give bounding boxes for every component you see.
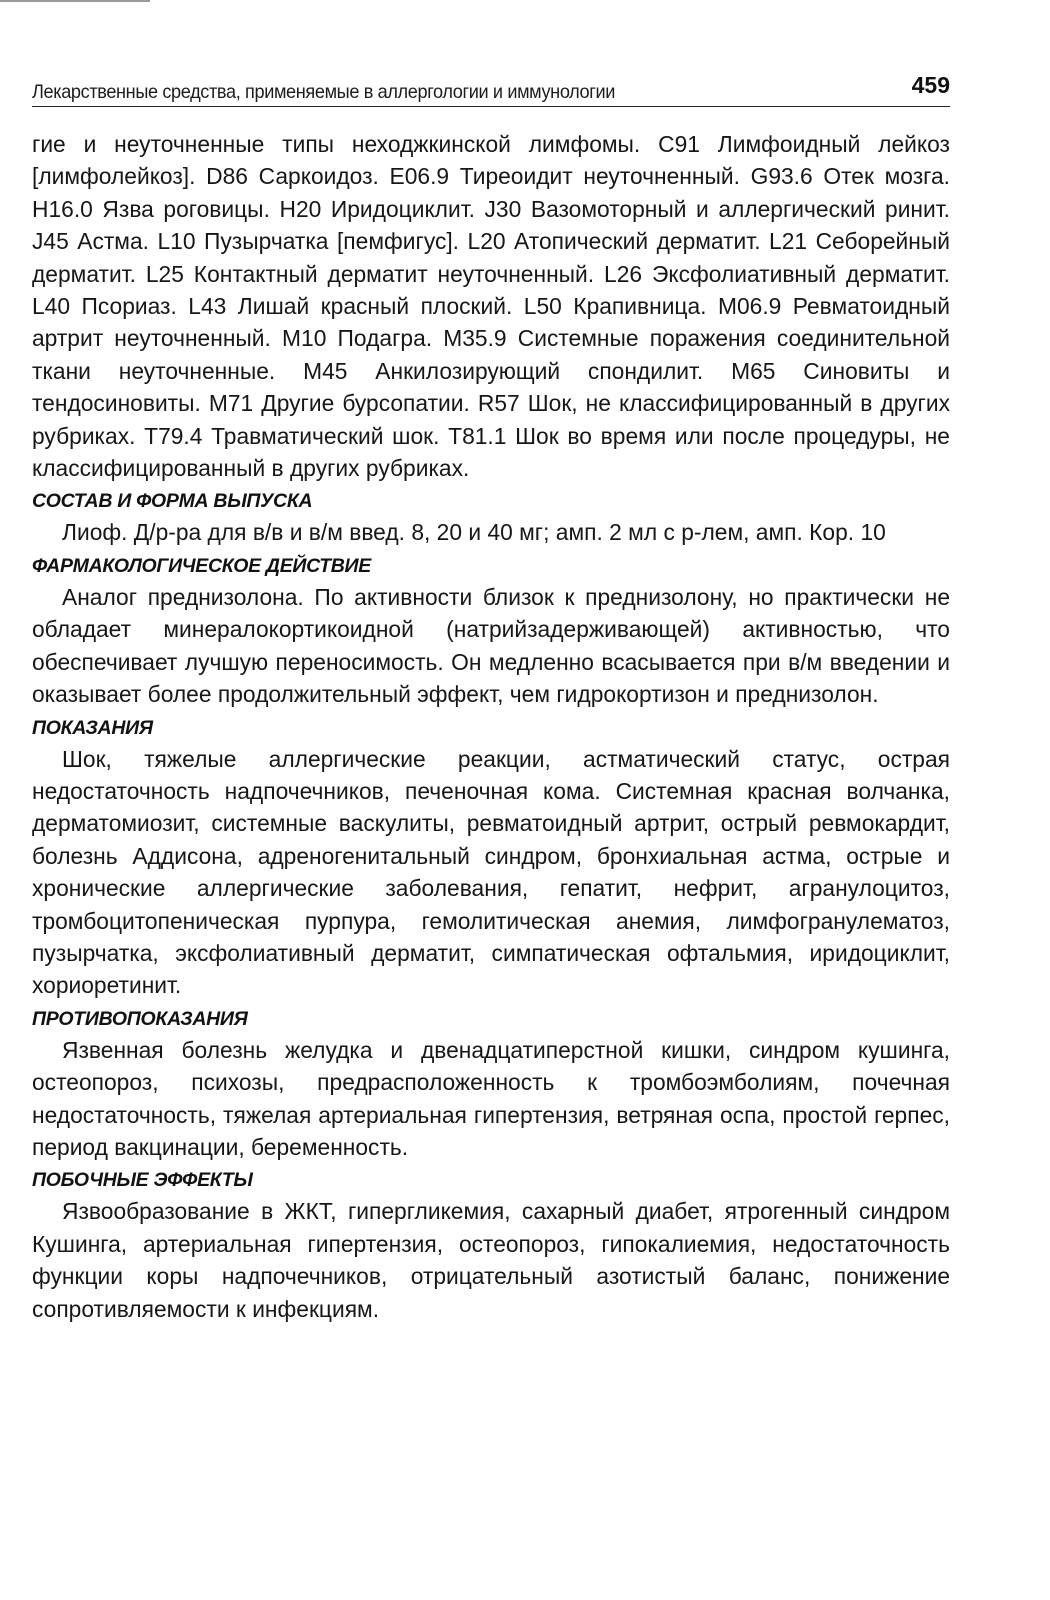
section-heading: ФАРМАКОЛОГИЧЕСКОЕ ДЕЙСТВИЕ <box>32 554 371 577</box>
section-pharmacology <box>32 551 950 711</box>
section-contraindications <box>32 1004 950 1164</box>
intro-paragraph: гие и неуточненные типы неходжкинской лимфомы. C91 Лимфоидный лейкоз [лимфолейкоз]. D86 Саркоидоз. E06.9 Тиреоидит неуточненный. G93.6 Отек мозга. H16.0 Язва роговицы. H20 Иридоциклит. J30 Вазомоторный и аллергический ринит. J45 Астма. L10 Пузырчатка [пемфигус]. L20 Атопический дерматит. L21 Себорейный дерматит. L25 Контактный дерматит неуточненный. L26 Эксфолиативный дерматит. L40 Псориаз. L43 Лишай красный плоский. L50 Крапивница. M06.9 Ревматоидный артрит неуточненный. M10 Подагра. M35.9 Системные поражения соединительной ткани неуточненные. M45 Анкилозирующий спондилит. M65 Синовиты и тендосиновиты. M71 Другие бурсопатии. R57 Шок, не классифицированный в других рубриках. T79.4 Травматический шок. T81.1 Шок во время или после процедуры, не классифицированный в других рубриках. <box>32 131 950 482</box>
scan-edge-mark <box>0 0 150 2</box>
section-text: Язвенная болезнь желудка и двенадцатиперстной кишки, синдром кушинга, остеопороз, психозы, предрасположенность к тромбоэмболиям, почечная недостаточность, тяжелая артериальная гипертензия, ветряная оспа, простой герпес, период вакцинации, беременность. <box>32 1036 950 1160</box>
section-text: Лиоф. Д/р-ра для в/в и в/м введ. 8, 20 и 40 мг; амп. 2 мл с р-лем, амп. Кор. 10 <box>62 519 886 546</box>
page-body <box>32 128 950 1325</box>
section-text: Аналог преднизолона. По активности близок к преднизолону, но практически не обладает минералокортикоидной (натрийзадерживающей) активностью, что обеспечивает лучшую переносимость. Он медленно всасывается при в/м введении и оказывает более продолжительный эффект, чем гидрокортизон и преднизолон. <box>32 583 950 708</box>
section-indications <box>32 713 950 1002</box>
section-heading: ПОКАЗАНИЯ <box>32 716 153 739</box>
section-side-effects <box>32 1165 950 1325</box>
section-heading: ПРОТИВОПОКАЗАНИЯ <box>32 1007 248 1030</box>
running-title: Лекарственные средства, применяемые в аллергологии и иммунологии <box>32 81 616 103</box>
section-composition <box>32 486 950 548</box>
section-heading: СОСТАВ И ФОРМА ВЫПУСКА <box>32 490 313 513</box>
page-number: 459 <box>911 72 950 98</box>
section-heading: ПОБОЧНЫЕ ЭФФЕКТЫ <box>32 1169 253 1192</box>
page-header <box>32 66 950 107</box>
section-text: Язвообразование в ЖКТ, гипергликемия, сахарный диабет, ятрогенный синдром Кушинга, артериальная гипертензия, остеопороз, гипокалиемия, недостаточность функции коры надпочечников, отрицательный азотистый баланс, понижение сопротивляемости к инфекциям. <box>32 1198 950 1322</box>
section-text: Шок, тяжелые аллергические реакции, астматический статус, острая недостаточность надпочечников, печеночная кома. Системная красная волчанка, дерматомиозит, системные васкулиты, ревматоидный артрит, острый ревмокардит, болезнь Аддисона, адреногенитальный синдром, бронхиальная астма, острые и хронические аллергические заболевания, гепатит, нефрит, агранулоцитоз, тромбоцитопеническая пурпура, гемолитическая анемия, лимфогранулематоз, пузырчатка, эксфолиативный дерматит, симпатическая офтальмия, иридоциклит, хориоретинит. <box>32 745 950 999</box>
